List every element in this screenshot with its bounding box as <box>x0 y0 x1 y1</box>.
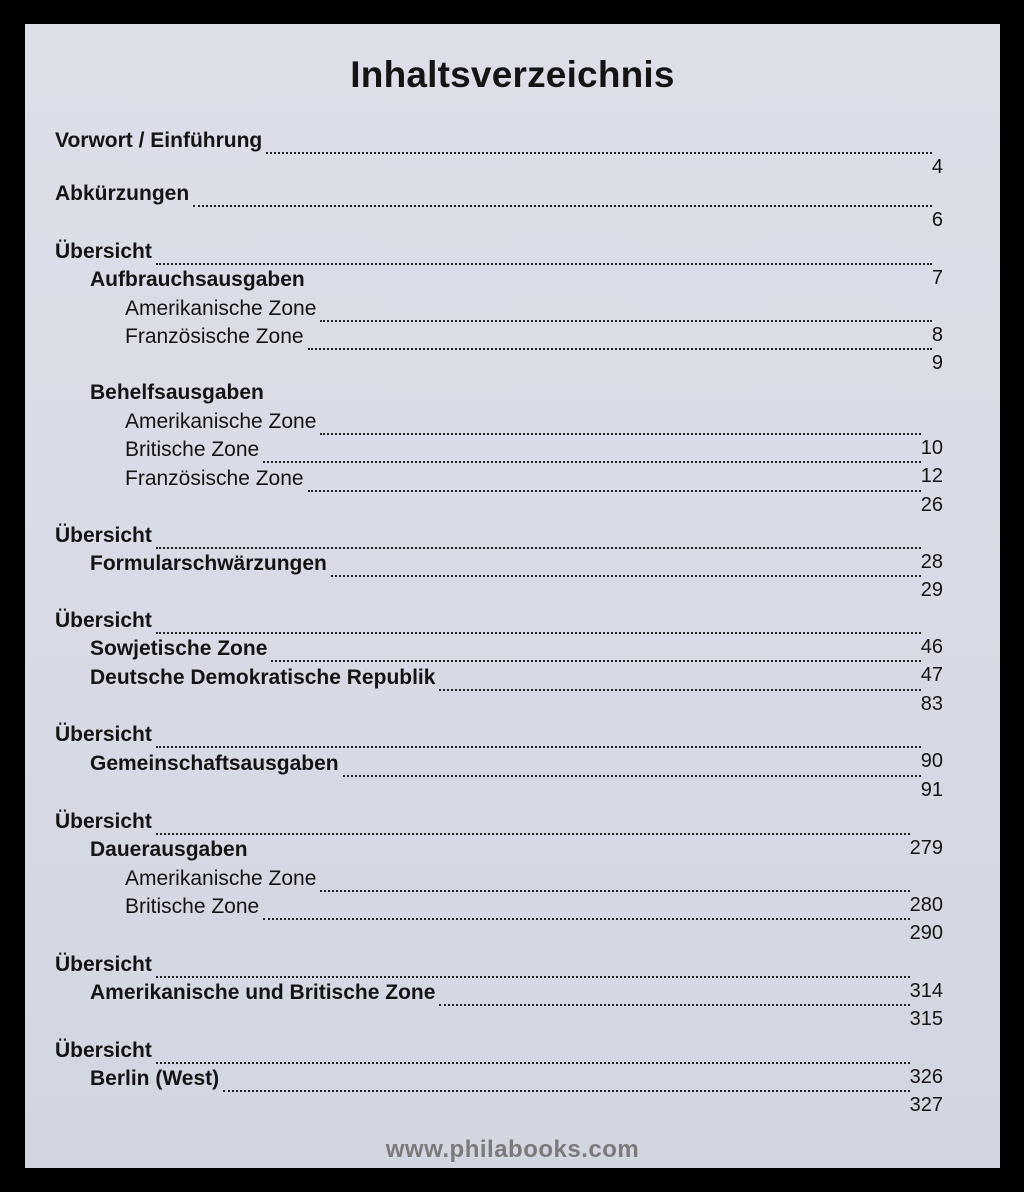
toc-page-number: 8 <box>931 324 943 346</box>
toc-entry-label: Britische Zone <box>125 895 260 918</box>
toc-leader-dots <box>439 685 920 691</box>
toc-entry-label: Übersicht <box>55 524 152 547</box>
toc-page-number: 46 <box>920 636 943 658</box>
toc-entry <box>90 1066 943 1116</box>
toc-entry-label: Französische Zone <box>125 325 304 348</box>
toc-entry-label: Amerikanische Zone <box>125 867 317 890</box>
toc-leader-dots <box>271 656 920 662</box>
toc-leader-dots <box>156 742 921 748</box>
toc-page-number: 315 <box>909 1008 943 1030</box>
toc-leader-dots <box>308 486 921 492</box>
toc-leader-dots <box>320 429 920 435</box>
toc-leader-dots <box>263 457 921 463</box>
toc-page-number: 90 <box>920 750 943 772</box>
toc-page-number: 326 <box>909 1066 943 1088</box>
toc-page-number: 279 <box>909 837 943 859</box>
toc-entry-label: Übersicht <box>55 1039 152 1062</box>
toc-entry <box>90 665 943 715</box>
toc-entry <box>125 466 943 516</box>
toc-page-number: 10 <box>920 437 943 459</box>
toc-entry-label: Dauerausgaben <box>90 838 248 861</box>
toc-leader-dots <box>320 316 931 322</box>
toc-entry-label: Übersicht <box>55 609 152 632</box>
toc-page-number: 83 <box>920 693 943 715</box>
toc-page-number: 280 <box>909 894 943 916</box>
toc-leader-dots <box>193 201 932 207</box>
toc-leader-dots <box>263 914 909 920</box>
toc-entry-label: Übersicht <box>55 723 152 746</box>
toc-entry-label: Behelfsausgaben <box>90 381 264 404</box>
toc-entry-label: Berlin (West) <box>90 1067 220 1090</box>
toc-page-number: 290 <box>909 922 943 944</box>
toc-leader-dots <box>156 972 910 978</box>
toc-entry-label: Abkürzungen <box>55 182 190 205</box>
toc-entry-label: Übersicht <box>55 953 152 976</box>
toc-leader-dots <box>343 771 921 777</box>
toc-entry-label: Vorwort / Einführung <box>55 129 263 152</box>
toc-leader-dots <box>156 259 932 265</box>
toc-leader-dots <box>156 829 910 835</box>
toc-entry <box>90 751 943 801</box>
toc-page <box>25 24 1000 1168</box>
toc-entry-label: Gemeinschaftsausgaben <box>90 752 339 775</box>
toc-entry-label: Französische Zone <box>125 467 304 490</box>
toc-leader-dots <box>156 628 921 634</box>
toc-leader-dots <box>320 886 909 892</box>
toc-page-number: 9 <box>931 352 943 374</box>
toc-leader-dots <box>223 1086 909 1092</box>
toc-entry-label: Aufbrauchsausgaben <box>90 268 305 291</box>
toc-page-number: 327 <box>909 1094 943 1116</box>
toc-entry <box>90 551 943 601</box>
toc-entry-label: Deutsche Demokratische Republik <box>90 666 436 689</box>
toc-entry-label: Sowjetische Zone <box>90 637 268 660</box>
toc-leader-dots <box>266 148 932 154</box>
toc-leader-dots <box>331 571 921 577</box>
toc-page-number: 7 <box>931 267 943 289</box>
toc-entry <box>125 324 943 374</box>
toc-leader-dots <box>156 543 921 549</box>
toc-page-number: 12 <box>920 465 943 487</box>
toc-entry <box>90 837 943 863</box>
toc-entry <box>55 181 943 231</box>
toc-entry <box>90 380 943 406</box>
toc-leader-dots <box>156 1058 910 1064</box>
toc-leader-dots <box>308 344 932 350</box>
toc-page-number: 314 <box>909 980 943 1002</box>
toc-page-number: 6 <box>931 209 943 231</box>
toc-entry-label: Formularschwärzungen <box>90 552 327 575</box>
toc-entry-label: Amerikanische Zone <box>125 410 317 433</box>
toc-page-number: 91 <box>920 779 943 801</box>
toc-page-number: 26 <box>920 494 943 516</box>
toc-page-number: 4 <box>931 156 943 178</box>
toc-entry-label: Übersicht <box>55 810 152 833</box>
toc-entry <box>55 128 943 178</box>
toc-entry-label: Übersicht <box>55 240 152 263</box>
toc-page-number: 47 <box>920 664 943 686</box>
toc-entry-label: Britische Zone <box>125 438 260 461</box>
toc-leader-dots <box>439 1000 909 1006</box>
toc-entry <box>125 894 943 944</box>
toc-entry <box>90 980 943 1030</box>
page-title: Inhaltsverzeichnis <box>350 54 675 95</box>
toc-entry-label: Amerikanische Zone <box>125 297 317 320</box>
toc-page-number: 29 <box>920 579 943 601</box>
toc-page-number: 28 <box>920 551 943 573</box>
toc-entry-label: Amerikanische und Britische Zone <box>90 981 436 1004</box>
footer-website: www.philabooks.com <box>385 1136 640 1163</box>
toc-entry <box>90 267 943 293</box>
